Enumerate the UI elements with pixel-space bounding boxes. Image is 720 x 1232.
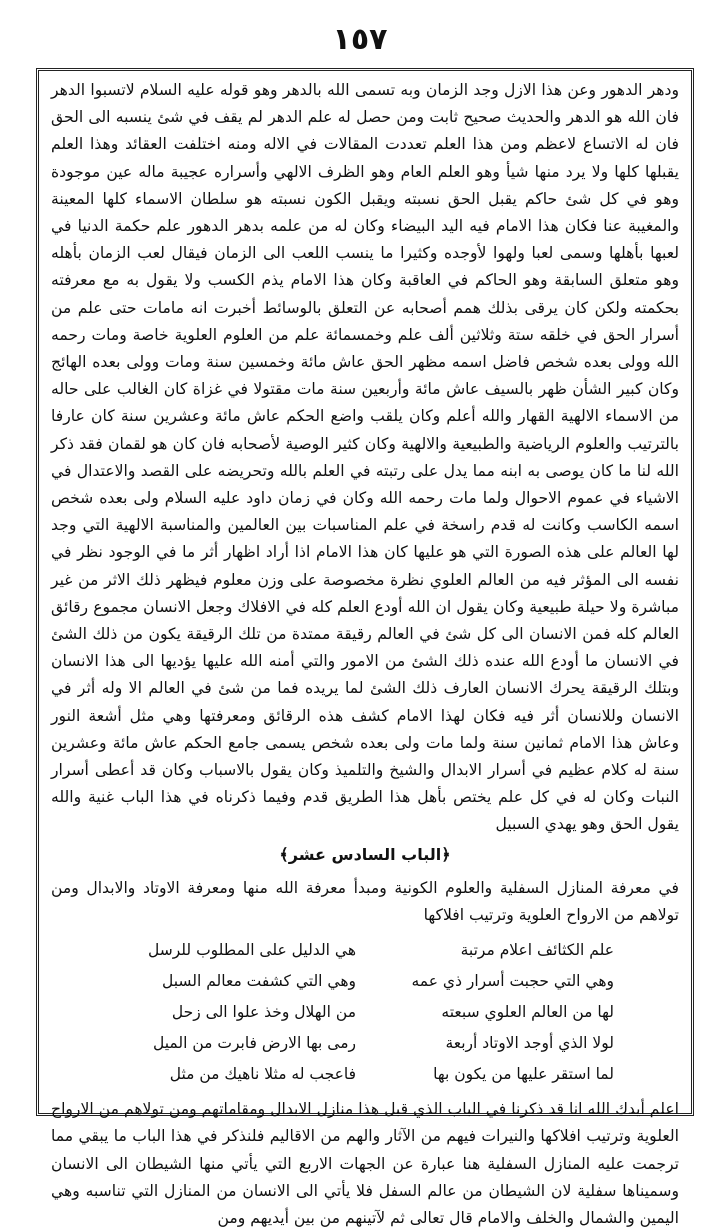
verse-first-hemistich: لما استقر عليها من يكون بها xyxy=(433,1065,614,1084)
chapter-heading: ﴿الباب السادس عشر﴾ xyxy=(279,844,451,864)
poem-verse xyxy=(51,1059,679,1090)
poem-verse xyxy=(51,966,679,997)
poem-verse xyxy=(51,935,679,966)
paragraph-main: اعلم أيدك الله انا قد ذكرنا في الباب الذي قبل هذا منازل الابدال ومقاماتهم ومن تولاهم من الارواح العلوية وترتيب افلاكها والنيرات فيهم من الآثار والهم من الاقاليم فلنذكر في هذا الباب ما يبقي مما ترجمت عليه المنازل السفلية هنا عبارة عن الجهات الاربع التي يأتي منها الشيطان الى الانسان وسميناها سفلية لان الشيطان من عالم السفل فلا يأتي الى الانسان من المنازل التي تناسبه وهي اليمين والشمال والخلف والامام قال تعالى ثم لآتينهم من بين أيديهم ومن xyxy=(51,1100,679,1227)
verse-second-hemistich: رمى بها الارض فابرت من الميل xyxy=(153,1034,356,1053)
verse-second-hemistich: هي الدليل على المطلوب للرسل xyxy=(148,941,356,960)
verse-second-hemistich: من الهلال وخذ علوا الى زحل xyxy=(171,1003,356,1022)
verse-first-hemistich: علم الكثائف اعلام مرتبة xyxy=(460,941,614,960)
paragraph-continuation: ودهر الدهور وعن هذا الازل وجد الزمان وبه تسمى الله بالدهر وهو قوله عليه السلام لاتسبوا الدهر فان الله هو الدهر والحديث صحيح ثابت ومن حصل له علم الدهر لم يقف في شئ ينسبه الى الحق فان له الاتساع لاعظم ومن هذا العلم تعددت المقالات في الاله ومنه اختلفت العقائد وهذا العلم يقبلها كلها ولا يرد منها شيأ وهو العلم العام وهو الظرف الالهي وأسراره عجيبة ماله عين موجودة وهو في كل شئ حاكم يقبل الحق نسبته ويقبل الكون نسبته هو سلطان الاسماء كلها المعينة والمغيبة عنا فكان هذا الامام فيه اليد البيضاء وكان له من علمه بدهر الدهور علم حكمة الدنيا في لعبها بأهلها وسمى لعبا ولهوا لأوجده وكثيرا ما ينسب اللعب الى الزمان فيقال لعب الزمان بأهله وهو متعلق السابقة وهو الحاكم في العاقبة وكان هذا الامام يذم الكسب ولا يقول به مع معرفته بحكمته ولكن كان يرقى بذلك همم أصحابه عن التعلق بالوسائط أخبرت انه مامات حتى علم من أسرار الحق في خلقه ستة وثلاثين ألف علم وخمسمائة علم من العلوم العلوية خاصة ومات رحمه الله وولى بعده شخص فاضل اسمه مظهر الحق عاش مائة وخمسين سنة ومات وولى بعده الهائج وكان كبير الشأن ظهر بالسيف عاش مائة وأربعين سنة مات مقتولا في غزاة كان الغالب على حاله من الاسماء الالهية القهار والله أعلم وكان يلقب واضع الحكم عاش مائة وعشرين سنة كان عارفا بالترتيب والعلوم الرياضية والطبيعية والالهية وكان كثير الوصية لأصحابه فان كان هو لقمان فقد ذكر الله لنا ما كان يوصى به ابنه مما يدل على رتبته في العلم بالله وتحريضه على القصد والاعتدال في الاشياء في عموم الاحوال ولما مات رحمه الله وكان في زمان داود عليه السلام ولى بعده شخص اسمه الكاسب وكانت له قدم راسخة في علم المناسبات بين العالمين والمناسبة الالهية التي وجد لها العالم على هذه الصورة التي هو عليها كان هذا الامام اذا أراد اظهار أثر ما في الوجود نظر في نفسه الى المؤثر فيه من العالم العلوي نظرة مخصوصة على وزن معلوم فيظهر ذلك الاثر من غير مباشرة ولا حيلة طبيعية وكان يقول ان الله أودع العلم كله في الافلاك وجعل الانسان مجموع رقائق العالم كله فمن الانسان الى كل شئ في العالم رقيقة ممتدة من تلك الرقيقة يكون من ذلك الشئ في الانسان ما أودع الله عنده ذلك الشئ من الامور والتي أمنه الله عليها يؤديها الى هذا الانسان وبتلك الرقيقة يحرك الانسان العارف ذلك الشئ لما يريده فما من شئ في العالم الا وله أثر في الانسان وللانسان أثر فيه فكان لهذا الامام كشف هذه الرقائق ومعرفتها وهي مثل أشعة النور وعاش هذا الامام ثمانين سنة ولما مات ولى بعده شخص يسمى جامع الحكم عاش مائة وعشرين سنة له كلام عظيم في أسرار الابدال والشيخ والتلميذ وكان يقول بالاسباب وكان قد أعطى أسرار النبات وكان له في كل علم يختص بأهل هذا الطريق قدم وفيما ذكرناه في هذا الباب غنية والله يقول الحق وهو يهدي السبيل xyxy=(51,81,679,834)
chapter-subtitle: في معرفة المنازل السفلية والعلوم الكونية ومبدأ معرفة الله منها ومعرفة الاوتاد والابدال ومن تولاهم من الارواح العلوية وترتيب افلاكها xyxy=(51,878,679,924)
verse-first-hemistich: وهي التي حجبت أسرار ذي عمه xyxy=(411,972,614,991)
page-body xyxy=(39,71,691,1232)
page-number: ١٥٧ xyxy=(332,22,388,57)
text-frame xyxy=(36,68,694,1227)
verse-second-hemistich: فاعجب له مثلا ناهيك من مثل xyxy=(169,1065,356,1084)
poem-verse xyxy=(51,1028,679,1059)
verse-first-hemistich: لولا الذي أوجد الاوتاد أربعة xyxy=(445,1034,614,1053)
poem xyxy=(51,935,679,1090)
verse-first-hemistich: لها من العالم العلوي سبعته xyxy=(441,1003,614,1022)
verse-second-hemistich: وهي التي كشفت معالم السبل xyxy=(162,972,356,991)
poem-verse xyxy=(51,997,679,1028)
